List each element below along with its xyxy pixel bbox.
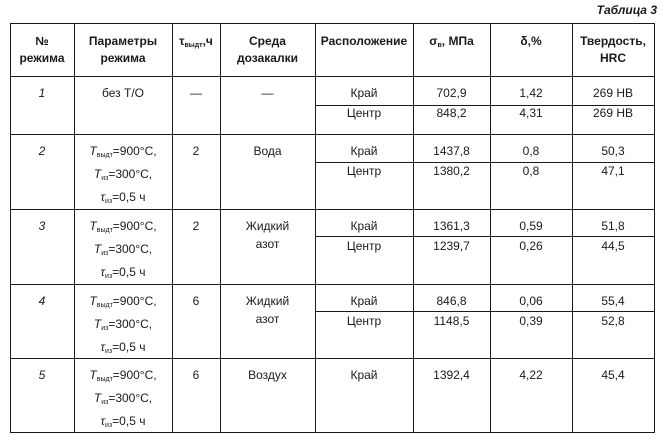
header-params-line: режима: [100, 51, 146, 65]
subrow-hardness: [572, 312, 654, 330]
column-border: [654, 23, 655, 432]
param-temper-temp-subscript: из: [101, 325, 109, 332]
subrow-hardness: [572, 104, 654, 122]
param-temper-time: [74, 263, 172, 286]
row-num: [10, 142, 74, 160]
param-hold-temp-value: =900°C,: [112, 219, 157, 233]
subrow-location-text: Центр: [346, 106, 382, 120]
subrow-delta-text: 0,26: [519, 239, 543, 253]
subrow-sigma-text: 848,2: [436, 106, 467, 120]
subrow-location-text: Центр: [346, 164, 382, 178]
param-temper-time-value: =0,5 ч: [112, 340, 146, 354]
subrow-delta: [490, 142, 572, 160]
subrow-hardness: [572, 84, 654, 102]
subrow-hardness: [572, 237, 654, 255]
subrow-sigma: [413, 292, 490, 310]
subrow-location-text: Край: [350, 294, 378, 308]
header-tau-text: [172, 33, 220, 54]
subrow-hardness-text: 269 HB: [592, 86, 634, 100]
param-temper-temp: [74, 315, 172, 338]
param-temper-temp-value: =300°C,: [108, 317, 153, 331]
param-temper-temp: [74, 165, 172, 188]
param-temper-time-symbol: τ: [100, 265, 106, 279]
subrow-delta: [490, 104, 572, 122]
subrow-sigma-text: 702,9: [436, 86, 467, 100]
subrow-delta-text: 4,22: [519, 368, 543, 382]
subrow-hardness-text: 45,4: [601, 368, 625, 382]
param-hold-temp-symbol: T: [89, 219, 97, 233]
param-temper-temp-subscript: из: [101, 250, 109, 257]
subrow-sigma: [413, 217, 490, 235]
row-tau: [172, 142, 220, 160]
param-temper-temp-symbol: T: [93, 317, 102, 331]
row-medium: [220, 142, 315, 160]
row-medium-line: азот: [255, 312, 280, 326]
header-tau-text-subscript: выдт: [184, 42, 203, 49]
row-tau-text: 2: [192, 219, 200, 233]
param-temper-time-value: =0,5 ч: [112, 190, 146, 204]
subrow-delta-text: 0,39: [519, 314, 543, 328]
subrow-hardness: [572, 162, 654, 180]
header-delta: [490, 33, 572, 50]
subrow-delta: [490, 84, 572, 102]
subrow-sigma-text: 1437,8: [433, 144, 470, 158]
row-num-text: 4: [38, 294, 46, 308]
param-temper-temp-value: =300°C,: [108, 242, 153, 256]
param-temper-temp: [74, 389, 172, 412]
subrow-hardness: [572, 366, 654, 384]
header-num-line: режима: [19, 51, 65, 65]
row-tau-text: 2: [192, 144, 200, 158]
subrow-delta-text: 0,59: [519, 219, 543, 233]
subrow-delta: [490, 162, 572, 180]
subrow-location: [315, 237, 413, 255]
subrow-hardness-text: 52,8: [601, 314, 625, 328]
subrow-delta: [490, 292, 572, 310]
subrow-hardness: [572, 292, 654, 310]
param-temper-time-subscript: из: [105, 348, 113, 355]
row-params: [74, 292, 172, 361]
param-temper-temp-value: =300°C,: [108, 391, 153, 405]
header-tau: [172, 33, 220, 54]
header-num: [10, 33, 74, 67]
param-temper-time: [74, 412, 172, 435]
param-hold-temp-value: =900°C,: [112, 144, 157, 158]
row-num-text: 5: [38, 368, 46, 382]
subrow-delta-text: 0,8: [522, 164, 540, 178]
row-medium: [220, 366, 315, 384]
subrow-sigma: [413, 312, 490, 330]
param-hold-temp-value: =900°C,: [112, 368, 157, 382]
param-hold-temp-symbol: T: [89, 294, 97, 308]
subrow-delta: [490, 312, 572, 330]
subrow-location-text: Центр: [346, 314, 382, 328]
row-num: [10, 292, 74, 310]
header-tau-text-symbol: τ: [179, 34, 185, 48]
param-hold-temp-subscript: выдт: [96, 302, 113, 309]
header-num-line: №: [35, 34, 49, 48]
param-temper-temp-symbol: T: [93, 242, 102, 256]
param-temper-time-subscript: из: [105, 422, 113, 429]
subrow-hardness: [572, 217, 654, 235]
row-num: [10, 217, 74, 235]
subrow-sigma: [413, 84, 490, 102]
row-params-text: без Т/О: [102, 86, 144, 100]
header-sigma-text-subscript: в: [437, 42, 442, 49]
subrow-hardness-text: 269 HB: [592, 106, 634, 120]
row-num-text: 1: [38, 86, 46, 100]
param-hold-temp-value: =900°C,: [112, 294, 157, 308]
subrow-sigma-text: 846,8: [436, 294, 467, 308]
subrow-hardness-text: 51,8: [601, 219, 625, 233]
param-hold-temp-subscript: выдт: [96, 227, 113, 234]
row-medium-line: —: [261, 86, 274, 100]
header-sigma-text-value: , МПа: [441, 34, 474, 48]
subrow-sigma: [413, 237, 490, 255]
header-hardness: [572, 33, 654, 67]
subrow-location: [315, 217, 413, 235]
row-medium-line: Вода: [253, 144, 282, 158]
row-tau-text: 6: [192, 294, 200, 308]
param-temper-temp-symbol: T: [93, 391, 102, 405]
param-temper-time: [74, 188, 172, 211]
subrow-hardness: [572, 142, 654, 160]
param-temper-time-symbol: τ: [100, 340, 106, 354]
subrow-hardness-text: 55,4: [601, 294, 625, 308]
row-num-text: 2: [38, 144, 46, 158]
row-tau: [172, 366, 220, 384]
subrow-sigma: [413, 142, 490, 160]
row-medium-line: Воздух: [248, 368, 287, 382]
param-temper-time-subscript: из: [105, 198, 113, 205]
subrow-location: [315, 84, 413, 102]
subrow-sigma-text: 1380,2: [433, 164, 470, 178]
param-temper-time-value: =0,5 ч: [112, 414, 146, 428]
param-temper-time-value: =0,5 ч: [112, 265, 146, 279]
header-hardness-line: Твердость,: [580, 34, 646, 48]
param-hold-temp: [74, 142, 172, 165]
param-temper-temp: [74, 240, 172, 263]
param-hold-temp-subscript: выдт: [96, 152, 113, 159]
param-temper-temp-subscript: из: [101, 399, 109, 406]
subrow-delta: [490, 366, 572, 384]
header-params-line: Параметры: [88, 34, 158, 48]
subrow-sigma: [413, 366, 490, 384]
param-temper-time: [74, 338, 172, 361]
header-sigma: [413, 33, 490, 54]
row-num: [10, 366, 74, 384]
subrow-sigma: [413, 162, 490, 180]
header-tau-text-value: ,ч: [202, 34, 213, 48]
subrow-location-text: Край: [350, 368, 378, 382]
param-hold-temp-symbol: T: [89, 368, 97, 382]
header-params: [74, 33, 172, 67]
subrow-location-text: Край: [350, 86, 378, 100]
header-sigma-text-symbol: σ: [429, 34, 438, 48]
row-medium: [220, 217, 315, 253]
subrow-delta: [490, 217, 572, 235]
subrow-location-text: Край: [350, 144, 378, 158]
row-num-text: 3: [38, 219, 46, 233]
header-medium-line: Среда: [249, 34, 286, 48]
subrow-hardness-text: 47,1: [601, 164, 625, 178]
row-tau-text: 6: [192, 368, 200, 382]
row-params: [74, 84, 172, 102]
row-params: [74, 366, 172, 435]
header-medium-line: дозакалки: [237, 51, 298, 65]
table-border-top: [10, 23, 655, 24]
param-hold-temp-symbol: T: [89, 144, 97, 158]
subrow-delta: [490, 237, 572, 255]
header-sigma-text: [413, 33, 490, 54]
header-delta-text: δ,%: [520, 34, 542, 48]
row-medium-line: азот: [255, 237, 280, 251]
subrow-location-text: Центр: [346, 239, 382, 253]
subrow-sigma-text: 1361,3: [433, 219, 470, 233]
param-temper-time-symbol: τ: [100, 414, 106, 428]
row-tau: [172, 217, 220, 235]
subrow-location: [315, 104, 413, 122]
subrow-sigma-text: 1392,4: [433, 368, 470, 382]
row-medium-line: Жидкий: [245, 219, 290, 233]
subrow-hardness-text: 50,3: [601, 144, 625, 158]
row-medium: [220, 292, 315, 328]
header-location: [315, 33, 413, 50]
param-temper-time-symbol: τ: [100, 190, 106, 204]
row-tau-text: —: [190, 86, 202, 100]
header-hardness-line: HRC: [600, 51, 626, 65]
row-params: [74, 142, 172, 211]
row-tau: [172, 292, 220, 310]
header-separator: [10, 76, 654, 77]
row-tau: [172, 84, 220, 102]
param-hold-temp-subscript: выдт: [96, 376, 113, 383]
subrow-location: [315, 162, 413, 180]
param-temper-temp-value: =300°C,: [108, 167, 153, 181]
subrow-location: [315, 366, 413, 384]
param-hold-temp: [74, 366, 172, 389]
param-hold-temp: [74, 292, 172, 315]
subrow-delta-text: 0,8: [522, 144, 540, 158]
param-hold-temp: [74, 217, 172, 240]
subrow-location-text: Край: [350, 219, 378, 233]
subrow-sigma: [413, 104, 490, 122]
subrow-delta-text: 0,06: [519, 294, 543, 308]
row-num: [10, 84, 74, 102]
row-params: [74, 217, 172, 286]
row-separator: [10, 134, 654, 135]
row-medium: [220, 84, 315, 102]
row-medium-line: Жидкий: [245, 294, 290, 308]
subrow-location: [315, 142, 413, 160]
param-temper-time-subscript: из: [105, 273, 113, 280]
table-caption: Таблица 3: [596, 3, 657, 17]
subrow-location: [315, 312, 413, 330]
subrow-sigma-text: 1239,7: [433, 239, 470, 253]
subrow-delta-text: 4,31: [519, 106, 543, 120]
header-medium: [220, 33, 315, 67]
subrow-location: [315, 292, 413, 310]
param-temper-temp-symbol: T: [93, 167, 102, 181]
subrow-hardness-text: 44,5: [601, 239, 625, 253]
param-temper-temp-subscript: из: [101, 175, 109, 182]
header-location-text: Расположение: [320, 34, 408, 48]
subrow-delta-text: 1,42: [519, 86, 543, 100]
subrow-sigma-text: 1148,5: [433, 314, 470, 328]
